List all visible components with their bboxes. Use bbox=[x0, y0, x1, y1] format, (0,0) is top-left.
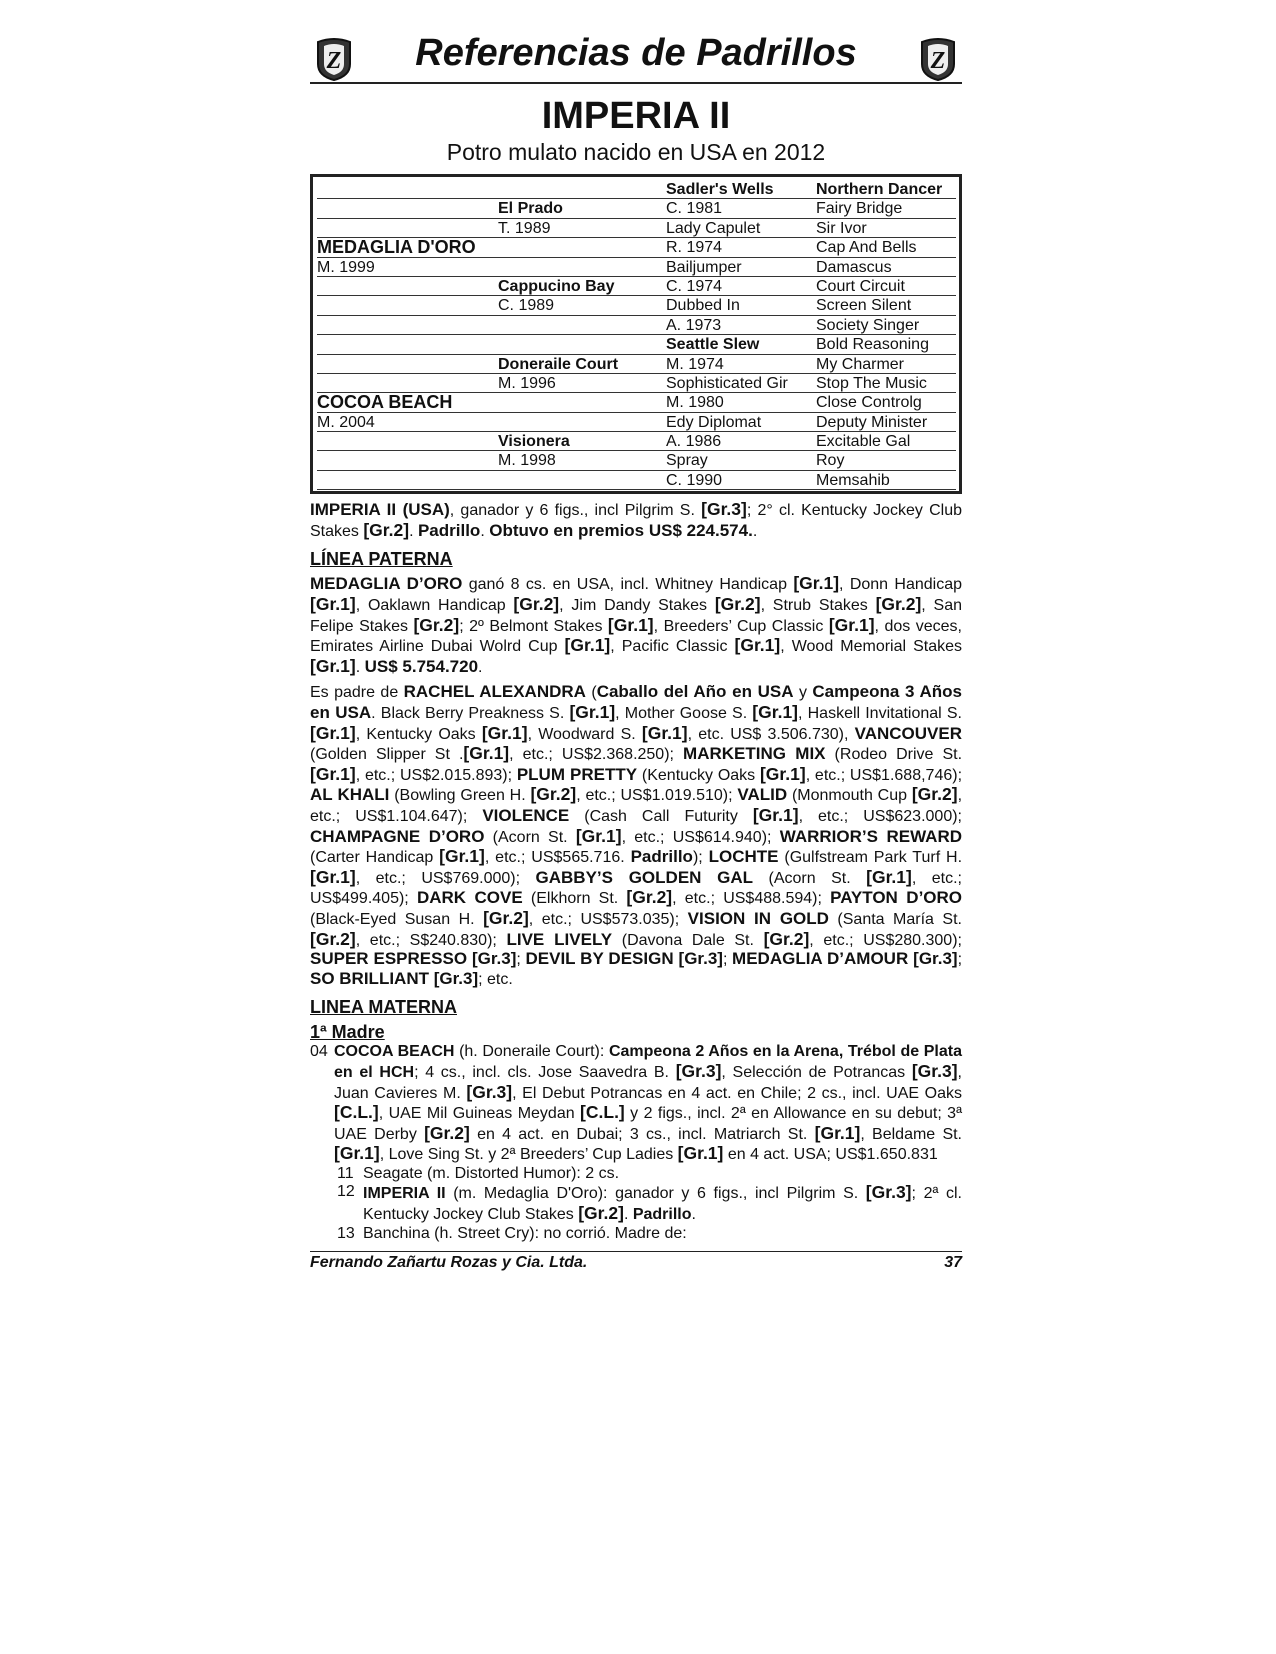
pedigree-row bbox=[317, 316, 959, 335]
maternal-list bbox=[310, 1043, 962, 1243]
pedigree-cell: Visionera bbox=[498, 432, 666, 451]
page-footer bbox=[310, 1251, 962, 1272]
pedigree-cell: Bailjumper bbox=[666, 258, 816, 277]
pedigree-cell: C. 1981 bbox=[666, 199, 816, 218]
intro-horse-name: IMPERIA II (USA) bbox=[310, 500, 450, 520]
pedigree-cell: C. 1974 bbox=[666, 277, 816, 296]
pedigree-cell bbox=[317, 335, 498, 354]
pedigree-row bbox=[317, 432, 959, 451]
pedigree-cell: COCOA BEACH bbox=[317, 393, 498, 412]
horse-name: IMPERIA II bbox=[541, 95, 731, 137]
header-title: Referencias de Padrillos bbox=[415, 32, 857, 74]
pedigree-cell bbox=[317, 471, 498, 490]
pedigree-cell bbox=[317, 180, 498, 199]
pedigree-cell: M. 2004 bbox=[317, 413, 498, 432]
pedigree-cell bbox=[317, 432, 498, 451]
pedigree-cell: Roy bbox=[816, 451, 956, 470]
pedigree-cell: Memsahib bbox=[816, 471, 956, 490]
pedigree-cell: Sophisticated Gir bbox=[666, 374, 816, 393]
pedigree-cell bbox=[498, 393, 666, 412]
linea-materna-heading: LINEA MATERNA bbox=[310, 997, 457, 1018]
pedigree-cell: M. 1996 bbox=[498, 374, 666, 393]
pedigree-cell: My Charmer bbox=[816, 355, 956, 374]
pedigree-row bbox=[317, 393, 959, 412]
pedigree-cell bbox=[498, 316, 666, 335]
pedigree-cell bbox=[317, 277, 498, 296]
pedigree-cell: Cappucino Bay bbox=[498, 277, 666, 296]
pedigree-row bbox=[317, 296, 959, 315]
pedigree-cell: Edy Diplomat bbox=[666, 413, 816, 432]
pedigree-cell: Court Circuit bbox=[816, 277, 956, 296]
pedigree-row bbox=[317, 277, 959, 296]
pedigree-cell: A. 1973 bbox=[666, 316, 816, 335]
pedigree-cell bbox=[317, 219, 498, 238]
pedigree-row bbox=[317, 238, 959, 257]
pedigree-cell: Doneraile Court bbox=[498, 355, 666, 374]
primera-madre-heading: 1ª Madre bbox=[310, 1022, 385, 1043]
pedigree-cell: M. 1980 bbox=[666, 393, 816, 412]
horse-subtitle: Potro mulato nacido en USA en 2012 bbox=[446, 139, 826, 165]
pedigree-cell: Deputy Minister bbox=[816, 413, 956, 432]
pedigree-cell: Screen Silent bbox=[816, 296, 956, 315]
pedigree-cell: Dubbed In bbox=[666, 296, 816, 315]
pedigree-row bbox=[317, 199, 959, 218]
linea-paterna-paragraph: MEDAGLIA D’ORO ganó 8 cs. en USA, incl. Whitney Handicap [Gr.1], Donn Handicap [Gr.1], Oaklawn Handicap [Gr.2], Jim Dandy Stakes [Gr.2], Strub Stakes [Gr.2], San Felipe Stakes [Gr.2]; 2º Belmont Stakes [Gr.1], Breeders’ Cup Classic [Gr.1], dos veces, Emirates Airline Dubai Wolrd Cup [Gr.1], Pacific Classic [Gr.1], Wood Memorial Stakes [Gr.1]. US$ 5.754.720. bbox=[310, 573, 963, 676]
pedigree-cell bbox=[317, 355, 498, 374]
pedigree-cell: Sadler's Wells bbox=[666, 180, 816, 199]
dam-entry: 04 COCOA BEACH (h. Doneraile Court): Campeona 2 Años en la Arena, Trébol de Plata en el HCH; 4 cs., incl. cls. Jose Saavedra B. [Gr.3], Selección de Potrancas [Gr.3], Juan Cavieres M. [Gr.3], El Debut Potrancas en 4 act. en Chile; 2 cs., incl. UAE Oaks [C.L.], UAE Mil Guineas Meydan [C.L.] y 2 figs., incl. 2ª en Allowance en su debut; 3ª UAE Derby [Gr.2] en 4 act. en Dubai; 3 cs., incl. Matriarch St. [Gr.1], Beldame St. [Gr.1], Love Sing St. y 2ª Breeders’ Cup Ladies [Gr.1] en 4 act. USA; US$1.650.831 bbox=[310, 1043, 963, 1164]
pedigree-cell: T. 1989 bbox=[498, 219, 666, 238]
pedigree-row bbox=[317, 413, 959, 432]
pedigree-cell bbox=[317, 451, 498, 470]
pedigree-cell: Society Singer bbox=[816, 316, 956, 335]
offspring-paragraph: Es padre de RACHEL ALEXANDRA (Caballo del Año en USA y Campeona 3 Años en USA. Black Berry Preakness S. [Gr.1], Mother Goose S. [Gr.1], Haskell Invitational S. [Gr.1], Kentucky Oaks [Gr.1], Woodward S. [Gr.1], etc. US$ 3.506.730), VANCOUVER (Golden Slipper St .[Gr.1], etc.; US$2.368.250); MARKETING MIX (Rodeo Drive St. [Gr.1], etc.; US$2.015.893); PLUM PRETTY (Kentucky Oaks [Gr.1], etc.; US$1.688,746); AL KHALI (Bowling Green H. [Gr.2], etc.; US$1.019.510); VALID (Monmouth Cup [Gr.2], etc.; US$1.104.647); VIOLENCE (Cash Call Futurity [Gr.1], etc.; US$623.000); CHAMPAGNE D’ORO (Acorn St. [Gr.1], etc.; US$614.940); WARRIOR’S REWARD (Carter Handicap [Gr.1], etc.; US$565.716. Padrillo); LOCHTE (Gulfstream Park Turf H. [Gr.1], etc.; US$769.000); GABBY’S GOLDEN GAL (Acorn St. [Gr.1], etc.; US$499.405); DARK COVE (Elkhorn St. [Gr.2], etc.; US$488.594); PAYTON D’ORO (Black-Eyed Susan H. [Gr.2], etc.; US$573.035); VISION IN GOLD (Santa María St. [Gr.2], etc.; S$240.830); LIVE LIVELY (Davona Dale St. [Gr.2], etc.; US$280.300); SUPER ESPRESSO [Gr.3]; DEVIL BY DESIGN [Gr.3]; MEDAGLIA D’AMOUR [Gr.3]; SO BRILLIANT [Gr.3]; etc. bbox=[310, 682, 963, 988]
pedigree-cell bbox=[317, 374, 498, 393]
svg-text:Z: Z bbox=[930, 48, 946, 74]
pedigree-cell: Cap And Bells bbox=[816, 238, 956, 257]
linea-paterna-heading: LÍNEA PATERNA bbox=[310, 549, 453, 570]
pedigree-cell: Bold Reasoning bbox=[816, 335, 956, 354]
page-header bbox=[310, 30, 962, 84]
pedigree-cell: Fairy Bridge bbox=[816, 199, 956, 218]
pedigree-cell: Close Controlg bbox=[816, 393, 956, 412]
pedigree-cell: Stop The Music bbox=[816, 374, 956, 393]
pedigree-cell: A. 1986 bbox=[666, 432, 816, 451]
pedigree-row bbox=[317, 180, 959, 199]
pedigree-cell: Northern Dancer bbox=[816, 180, 956, 199]
footer-company: Fernando Zañartu Rozas y Cia. Ltda. bbox=[310, 1254, 588, 1272]
pedigree-cell bbox=[498, 180, 666, 199]
pedigree-cell: Seattle Slew bbox=[666, 335, 816, 354]
pedigree-cell bbox=[498, 413, 666, 432]
pedigree-cell bbox=[317, 316, 498, 335]
pedigree-row bbox=[317, 374, 959, 393]
pedigree-row bbox=[317, 219, 959, 238]
pedigree-row bbox=[317, 335, 959, 354]
zanartu-logo-icon bbox=[914, 34, 962, 82]
pedigree-cell: Sir Ivor bbox=[816, 219, 956, 238]
pedigree-cell: Damascus bbox=[816, 258, 956, 277]
pedigree-cell: C. 1990 bbox=[666, 471, 816, 490]
pedigree-cell: MEDAGLIA D'ORO bbox=[317, 238, 498, 257]
pedigree-cell: R. 1974 bbox=[666, 238, 816, 257]
document-page bbox=[310, 30, 962, 1272]
pedigree-cell bbox=[317, 199, 498, 218]
pedigree-cell: El Prado bbox=[498, 199, 666, 218]
pedigree-cell: Excitable Gal bbox=[816, 432, 956, 451]
pedigree-cell: C. 1989 bbox=[498, 296, 666, 315]
produce-entry: 12 IMPERIA II (m. Medaglia D'Oro): ganador y 6 figs., incl Pilgrim S. [Gr.3]; 2ª cl. Kentucky Jockey Club Stakes [Gr.2]. Padrillo. bbox=[337, 1182, 962, 1224]
pedigree-table bbox=[310, 174, 962, 494]
intro-paragraph: IMPERIA II (USA), ganador y 6 figs., incl Pilgrim S. [Gr.3]; 2° cl. Kentucky Jockey Club Stakes [Gr.2]. Padrillo. Obtuvo en premios US$ 224.574.. bbox=[310, 499, 963, 540]
pedigree-cell bbox=[317, 296, 498, 315]
svg-text:Z: Z bbox=[326, 48, 342, 74]
pedigree-cell bbox=[498, 238, 666, 257]
produce-entry: 11 Seagate (m. Distorted Humor): 2 cs. bbox=[337, 1164, 620, 1182]
produce-list bbox=[310, 1165, 962, 1243]
pedigree-cell bbox=[498, 471, 666, 490]
pedigree-row bbox=[317, 471, 959, 490]
pedigree-cell: M. 1999 bbox=[317, 258, 498, 277]
pedigree-cell: Lady Capulet bbox=[666, 219, 816, 238]
pedigree-cell bbox=[498, 258, 666, 277]
pedigree-row bbox=[317, 258, 959, 277]
produce-entry: 13 Banchina (h. Street Cry): no corrió. Madre de: bbox=[337, 1224, 687, 1242]
pedigree-cell: M. 1974 bbox=[666, 355, 816, 374]
pedigree-cell: M. 1998 bbox=[498, 451, 666, 470]
pedigree-cell bbox=[498, 335, 666, 354]
pedigree-row bbox=[317, 451, 959, 470]
pedigree-row bbox=[317, 355, 959, 374]
pedigree-cell: Spray bbox=[666, 451, 816, 470]
page-number: 37 bbox=[944, 1254, 962, 1272]
